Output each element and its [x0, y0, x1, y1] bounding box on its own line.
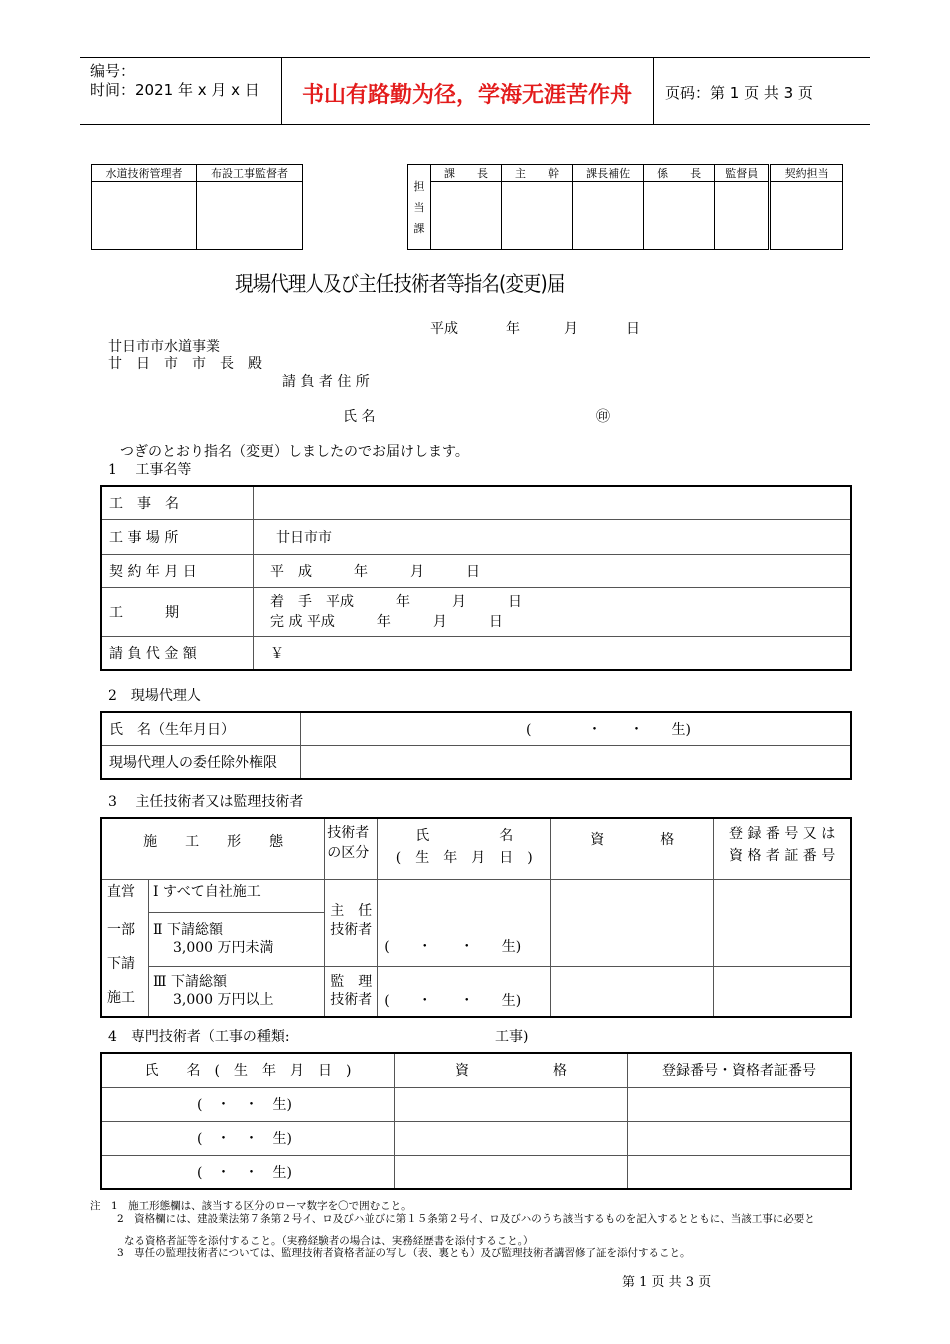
approval-stamp-cell[interactable] — [770, 182, 843, 250]
agent-authority-value[interactable] — [301, 745, 852, 779]
specialist-col-qualification: 資 格 — [395, 1053, 628, 1087]
agent-name-label: 氏 名（生年月日） — [101, 712, 301, 745]
approval-col-kacho: 課 長 — [431, 165, 502, 182]
approval-stamp-cell[interactable] — [431, 182, 502, 250]
col-reg-line: 資 格 者 証 番 号 — [729, 848, 836, 864]
approval-col-shukan: 主 幹 — [502, 165, 573, 182]
approval-col-keiyaku: 契約担当 — [770, 165, 843, 182]
contract-date-value[interactable]: 平 成 年 月 日 — [254, 554, 852, 587]
specialist-qualification[interactable] — [395, 1121, 628, 1155]
construction-period-value[interactable] — [254, 587, 852, 636]
approval-side-char: 担 — [413, 179, 425, 193]
approval-stamp-cell[interactable] — [502, 182, 573, 250]
type2-line: 3,000 万円未満 — [173, 940, 274, 956]
specialist-col-registration: 登録番号・資格者証番号 — [628, 1053, 852, 1087]
note-1: 注 1 施工形態欄は、該当する区分のローマ数字を〇で囲むこと。 — [90, 1200, 412, 1212]
col-birth-line: ( 生 年 月 日 ) — [395, 850, 533, 866]
specialist-name[interactable]: ( ・ ・ 生) — [101, 1155, 395, 1189]
specialist-col-name: 氏 名 ( 生 年 月 日 ) — [101, 1053, 395, 1087]
col-qualification: 資 格 — [551, 818, 714, 879]
supervising-engineer-label — [325, 966, 378, 1017]
addressee-line1: 廿日市市水道事業 — [108, 339, 220, 355]
sub-line: 一部 — [107, 922, 135, 938]
contract-amount-value[interactable]: ￥ — [254, 636, 852, 670]
date-era: 平成 — [430, 321, 458, 337]
approval-side-char: 課 — [413, 221, 425, 235]
type2-label[interactable] — [149, 912, 325, 966]
intro-text: つぎのとおり指名（変更）しましたのでお届けします。 — [120, 444, 469, 460]
kind2-line: 監 理 — [330, 974, 373, 991]
section1-table — [100, 485, 852, 671]
period-end: 完 成 平成 年 月 日 — [270, 613, 503, 630]
approval-box-right — [407, 164, 843, 250]
specialist-name[interactable]: ( ・ ・ 生) — [101, 1121, 395, 1155]
construction-site-value[interactable]: 廿日市市 — [254, 519, 852, 554]
period-start: 着 手 平成 年 月 日 — [270, 593, 522, 610]
note-3: 3 専任の監理技術者については、監理技術者資格者証の写し（表、裏とも）及び監理技術者講習修了証を添付すること。 — [117, 1247, 691, 1259]
specialist-name[interactable]: ( ・ ・ 生) — [101, 1087, 395, 1121]
page-indicator: 页码：第 1 页 共 3 页 — [665, 84, 813, 102]
col-name-line: 氏 名 — [415, 828, 514, 844]
sub-line: 下請 — [107, 956, 135, 972]
section3-heading: 3 主任技術者又は監理技術者 — [108, 794, 304, 810]
chief-engineer-qualification[interactable] — [551, 879, 714, 966]
motto-heading: 书山有路勤为径，学海无涯苦作舟 — [301, 82, 632, 108]
contractor-address-label: 請 負 者 住 所 — [282, 374, 370, 390]
construction-name-label: 工 事 名 — [101, 486, 254, 519]
kind2-line: 技術者 — [330, 992, 373, 1009]
approval-water-manager-label: 水道技術管理者 — [92, 165, 197, 182]
contract-amount-label: 請 負 代 金 額 — [101, 636, 254, 670]
addressee-line2: 廿 日 市 市 長 殿 — [108, 356, 262, 372]
section4-heading: 4 専門技術者（工事の種類: — [108, 1029, 290, 1045]
contractor-name-label: 氏 名 — [343, 409, 376, 425]
approval-stamp-cell[interactable] — [92, 182, 197, 250]
supervising-engineer-qualification[interactable] — [551, 966, 714, 1017]
type3-line: 3,000 万円以上 — [173, 992, 274, 1009]
col-kind-line: の区分 — [327, 845, 370, 861]
supervising-engineer-name[interactable]: ( ・ ・ 生) — [378, 966, 551, 1017]
col-engineer-kind — [325, 818, 378, 879]
type2-line: Ⅱ 下請総額 — [153, 922, 223, 938]
document-number-label: 编号： — [90, 62, 136, 80]
approval-stamp-cell[interactable] — [573, 182, 644, 250]
approval-stamp-cell[interactable] — [197, 182, 303, 250]
date-month: 月 — [564, 321, 578, 337]
construction-site-label: 工 事 場 所 — [101, 519, 254, 554]
construction-period-label: 工 期 — [101, 587, 254, 636]
kind1-line: 主 任 — [330, 902, 373, 919]
col-construction-form: 施 工 形 態 — [101, 818, 325, 879]
approval-side-label — [408, 165, 431, 250]
approval-side-char: 当 — [413, 200, 425, 214]
agent-name-value[interactable]: ( ・ ・ 生) — [301, 712, 852, 745]
approval-stamp-cell[interactable] — [715, 182, 770, 250]
specialist-qualification[interactable] — [395, 1087, 628, 1121]
type1-label[interactable]: Ⅰ すべて自社施工 — [149, 879, 325, 912]
section2-table — [100, 711, 852, 780]
note-2: 2 資格欄には、建設業法第７条第２号イ、ロ及びハ並びに第１５条第２号イ、ロ及びハのうち該当するものを記入するとともに、当該工事に必要と — [117, 1213, 815, 1225]
form-title: 現場代理人及び主任技術者等指名(変更)届 — [235, 272, 565, 296]
kind1-line: 技術者 — [330, 921, 373, 938]
section1-heading: 1 工事名等 — [108, 462, 192, 478]
section2-heading: 2 現場代理人 — [108, 688, 201, 704]
note-2-cont: なる資格者証等を添付すること。（実務経験者の場合は、実務経歴書を添付すること。） — [124, 1235, 534, 1247]
contract-date-label: 契 約 年 月 日 — [101, 554, 254, 587]
supervising-engineer-registration[interactable] — [714, 966, 851, 1017]
chief-engineer-label — [325, 879, 378, 966]
approval-box-left — [91, 164, 303, 250]
col-kind-line: 技術者 — [327, 825, 370, 841]
section4-table — [100, 1052, 852, 1190]
specialist-registration[interactable] — [628, 1121, 852, 1155]
type3-label[interactable] — [149, 966, 325, 1017]
page-footer: 第 1 页 共 3 页 — [622, 1275, 712, 1290]
specialist-qualification[interactable] — [395, 1155, 628, 1189]
construction-name-value[interactable] — [254, 486, 852, 519]
chief-engineer-registration[interactable] — [714, 879, 851, 966]
specialist-registration[interactable] — [628, 1087, 852, 1121]
date-year: 年 — [506, 321, 520, 337]
approval-col-hosa: 課長補佐 — [573, 165, 644, 182]
direct-management-label: 直営 — [101, 879, 149, 912]
col-reg-line: 登 録 番 号 又 は — [729, 826, 836, 842]
seal-mark: ㊞ — [596, 409, 610, 425]
approval-col-kakaricho: 係 長 — [644, 165, 715, 182]
chief-engineer-name[interactable]: ( ・ ・ 生) — [378, 879, 551, 966]
subcontract-label — [101, 912, 149, 1017]
col-registration-number — [714, 818, 851, 879]
section3-table — [100, 817, 852, 1018]
approval-construction-supervisor-label: 布設工事監督者 — [197, 165, 303, 182]
section4-heading-end: 工事) — [495, 1029, 529, 1045]
specialist-registration[interactable] — [628, 1155, 852, 1189]
agent-authority-label: 現場代理人の委任除外権限 — [101, 745, 301, 779]
document-time-label: 时间：2021 年 x 月 x 日 — [90, 81, 260, 99]
approval-col-kantoku: 監督員 — [715, 165, 770, 182]
date-day: 日 — [626, 321, 640, 337]
type3-line: Ⅲ 下請総額 — [153, 974, 227, 991]
approval-stamp-cell[interactable] — [644, 182, 715, 250]
col-name-birth — [378, 818, 551, 879]
sub-line: 施工 — [107, 990, 135, 1006]
